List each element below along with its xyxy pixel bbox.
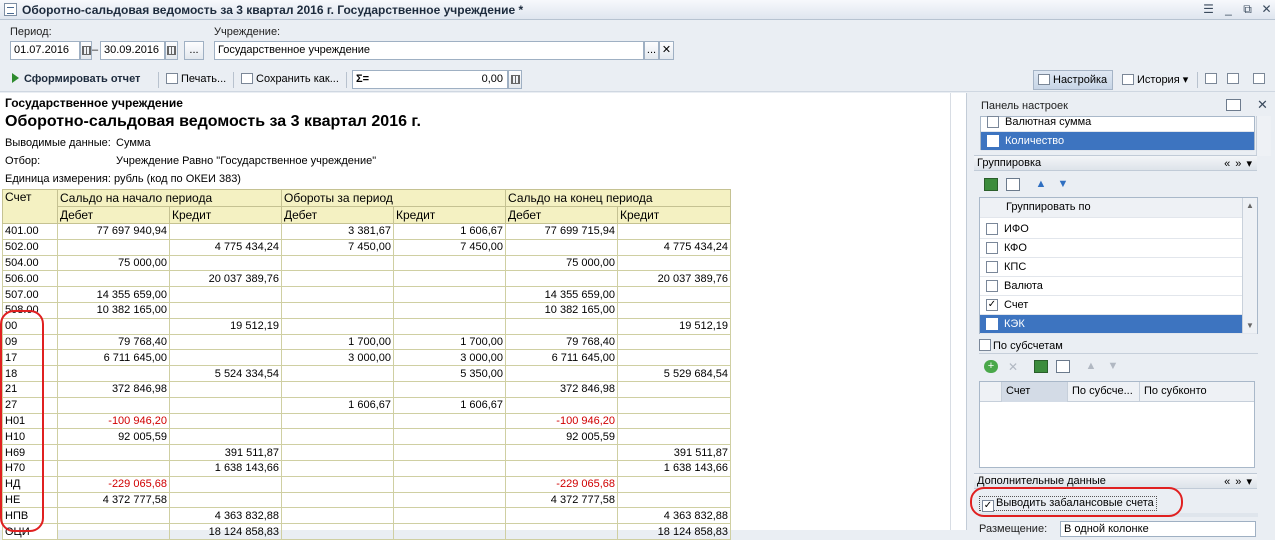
amount-cell[interactable]: 14 355 659,00 — [58, 287, 170, 303]
move-down-icon[interactable]: ▼ — [1057, 178, 1069, 190]
annotation-oval-offbalance — [970, 487, 1183, 517]
amount-cell[interactable] — [170, 476, 282, 492]
uncheck-all-icon[interactable] — [1056, 360, 1070, 373]
restore-button[interactable]: ⧉ — [1243, 2, 1252, 16]
account-cell[interactable]: 401.00 — [3, 224, 58, 240]
amount-cell[interactable] — [394, 287, 506, 303]
table-row[interactable] — [3, 287, 731, 303]
amount-cell[interactable] — [618, 476, 731, 492]
grouping-item-label: Валюта — [1004, 280, 1043, 292]
amount-cell[interactable] — [394, 492, 506, 508]
table-row[interactable] — [3, 334, 731, 350]
account-cell[interactable]: 504.00 — [3, 255, 58, 271]
divider — [979, 353, 1258, 354]
amount-cell[interactable] — [394, 271, 506, 287]
amount-cell[interactable]: 6 711 645,00 — [58, 350, 170, 366]
sum-symbol: Σ= — [356, 73, 370, 85]
amount-cell[interactable]: 92 005,59 — [506, 429, 618, 445]
grouping-item-label: КПС — [1004, 261, 1027, 273]
account-cell[interactable]: НД — [3, 476, 58, 492]
amount-cell[interactable] — [282, 476, 394, 492]
amount-cell[interactable]: 4 372 777,58 — [58, 492, 170, 508]
amount-cell[interactable] — [58, 318, 170, 334]
org-clear-button[interactable]: ✕ — [659, 41, 674, 60]
amount-cell[interactable] — [394, 460, 506, 476]
amount-cell[interactable] — [282, 318, 394, 334]
table-row[interactable] — [3, 397, 731, 413]
sub-col-by-subaccount[interactable]: По субсче... — [1068, 382, 1140, 402]
checkbox[interactable] — [987, 116, 999, 128]
amount-cell[interactable]: 6 711 645,00 — [506, 350, 618, 366]
amount-cell[interactable]: 1 606,67 — [394, 397, 506, 413]
header-spacer — [980, 382, 1002, 402]
amount-cell[interactable] — [618, 381, 731, 397]
amount-cell[interactable]: 3 381,67 — [282, 224, 394, 240]
settings-label: Настройка — [1053, 74, 1108, 86]
grouping-item-currency[interactable] — [980, 277, 1257, 296]
save-settings-button[interactable] — [1223, 70, 1246, 90]
calculator-button[interactable] — [508, 70, 522, 89]
amount-cell[interactable] — [618, 302, 731, 318]
history-button[interactable] — [1118, 70, 1192, 90]
additional-nav-arrows[interactable]: « » ▾ — [1224, 476, 1253, 488]
amount-cell[interactable] — [282, 460, 394, 476]
amount-cell[interactable]: -100 946,20 — [58, 413, 170, 429]
amount-cell[interactable]: 1 606,67 — [282, 397, 394, 413]
amount-cell[interactable] — [170, 350, 282, 366]
field-item-currency[interactable] — [981, 113, 1254, 132]
table-row[interactable] — [3, 429, 731, 445]
amount-cell[interactable] — [58, 271, 170, 287]
amount-cell[interactable] — [506, 239, 618, 255]
offbalance-label: Выводить забалансовые счета — [996, 497, 1154, 509]
save-as-button[interactable] — [237, 70, 343, 90]
floppy-icon — [1227, 73, 1239, 84]
account-cell[interactable]: 507.00 — [3, 287, 58, 303]
checkbox[interactable] — [986, 280, 998, 292]
grouping-item-kps[interactable] — [980, 258, 1257, 277]
period-to-field[interactable]: 30.09.2016 — [100, 41, 165, 60]
amount-cell[interactable]: 3 000,00 — [282, 350, 394, 366]
amount-cell[interactable] — [58, 445, 170, 461]
account-cell[interactable]: 21 — [3, 381, 58, 397]
amount-cell[interactable] — [394, 429, 506, 445]
output-data-line — [5, 137, 151, 149]
amount-cell[interactable] — [282, 366, 394, 382]
report-title: Оборотно-сальдовая ведомость за 3 квартал 2016 г. — [5, 113, 421, 130]
amount-cell[interactable] — [170, 224, 282, 240]
amount-cell[interactable]: 14 355 659,00 — [506, 287, 618, 303]
minimize-button[interactable]: _ — [1225, 2, 1232, 16]
org-label: Учреждение: — [214, 26, 281, 38]
grouping-nav-arrows[interactable]: « » ▾ — [1224, 158, 1253, 170]
grouping-list[interactable] — [979, 197, 1258, 334]
field-item-label: Валютная сумма — [1005, 116, 1092, 128]
generate-report-label: Сформировать отчет — [24, 73, 141, 85]
grouping-item-label: Счет — [1004, 299, 1029, 311]
window-title: Оборотно-сальдовая ведомость за 3 квартал 2016 г. Государственное учреждение * — [22, 3, 524, 17]
amount-cell[interactable] — [394, 476, 506, 492]
account-cell[interactable]: 17 — [3, 350, 58, 366]
amount-cell[interactable]: 10 382 165,00 — [506, 302, 618, 318]
amount-cell[interactable] — [506, 397, 618, 413]
amount-cell[interactable] — [170, 302, 282, 318]
grouping-section-header — [974, 155, 1257, 171]
amount-cell[interactable] — [58, 460, 170, 476]
amount-cell[interactable]: 79 768,40 — [506, 334, 618, 350]
amount-cell[interactable] — [282, 429, 394, 445]
by-subaccounts-label: По субсчетам — [993, 340, 1063, 352]
checkbox[interactable] — [986, 223, 998, 235]
toolbar — [0, 68, 1275, 92]
panel-title: Панель настроек — [981, 100, 1068, 112]
save-as-label: Сохранить как... — [256, 73, 339, 85]
amount-cell[interactable] — [58, 524, 170, 540]
export-button[interactable] — [1201, 70, 1224, 90]
print-button[interactable] — [162, 70, 230, 90]
generate-report-button[interactable] — [8, 70, 144, 90]
amount-cell[interactable]: 1 638 143,66 — [170, 460, 282, 476]
amount-cell[interactable] — [618, 492, 731, 508]
amount-cell[interactable] — [58, 508, 170, 524]
grouping-title: Группировка — [977, 157, 1042, 169]
sum-value: 0,00 — [481, 73, 503, 85]
account-cell[interactable]: НПВ — [3, 508, 58, 524]
period-select-button[interactable]: ... — [184, 41, 204, 60]
table-row[interactable] — [3, 271, 731, 287]
amount-cell[interactable] — [394, 508, 506, 524]
grouping-item-account[interactable] — [980, 296, 1257, 315]
amount-cell[interactable] — [618, 224, 731, 240]
col-closing-credit: Кредит — [618, 207, 731, 224]
amount-cell[interactable] — [58, 397, 170, 413]
amount-cell[interactable]: 1 638 143,66 — [618, 460, 731, 476]
amount-cell[interactable] — [394, 413, 506, 429]
amount-cell[interactable] — [506, 318, 618, 334]
amount-cell[interactable] — [282, 302, 394, 318]
settings-panel-icon — [1038, 74, 1050, 85]
report-sheet[interactable] — [0, 93, 967, 538]
amount-cell[interactable]: -229 065,68 — [506, 476, 618, 492]
account-cell[interactable]: 506.00 — [3, 271, 58, 287]
add-icon[interactable]: + — [984, 360, 998, 373]
settings-panel — [974, 93, 1275, 535]
amount-cell[interactable]: 10 382 165,00 — [58, 302, 170, 318]
col-closing-balance: Сальдо на конец периода — [506, 190, 731, 207]
amount-cell[interactable] — [282, 492, 394, 508]
table-row[interactable] — [3, 413, 731, 429]
period-label: Период: — [10, 26, 52, 38]
filter-line — [5, 155, 377, 167]
output-label: Выводимые данные: — [5, 137, 111, 149]
amount-cell[interactable] — [506, 508, 618, 524]
amount-cell[interactable] — [170, 429, 282, 445]
fields-scrollbar[interactable] — [1256, 116, 1271, 156]
grouping-scrollbar[interactable]: ▲ ▼ — [1242, 198, 1257, 333]
account-cell[interactable]: 09 — [3, 334, 58, 350]
amount-cell[interactable] — [282, 271, 394, 287]
grouping-item-kfo[interactable] — [980, 239, 1257, 258]
turnover-balance-table — [2, 189, 731, 540]
panel-settings-icon[interactable] — [1226, 99, 1241, 111]
amount-cell[interactable]: 4 775 434,24 — [170, 239, 282, 255]
by-subaccounts-row[interactable] — [979, 337, 1063, 352]
history-label: История ▾ — [1137, 74, 1189, 86]
table-row[interactable] — [3, 445, 731, 461]
amount-cell[interactable] — [282, 524, 394, 540]
amount-cell[interactable] — [58, 366, 170, 382]
amount-cell[interactable]: 20 037 389,76 — [170, 271, 282, 287]
amount-cell[interactable]: -100 946,20 — [506, 413, 618, 429]
report-organization: Государственное учреждение — [5, 96, 183, 110]
amount-cell[interactable] — [394, 302, 506, 318]
more-icon — [1253, 73, 1265, 84]
amount-cell[interactable] — [170, 255, 282, 271]
export-icon — [1205, 73, 1217, 84]
amount-cell[interactable] — [170, 287, 282, 303]
amount-cell[interactable] — [506, 366, 618, 382]
subaccounts-table[interactable] — [979, 381, 1255, 468]
delete-icon[interactable]: ✕ — [1007, 360, 1019, 374]
amount-cell[interactable]: 20 037 389,76 — [618, 271, 731, 287]
amount-cell[interactable] — [282, 287, 394, 303]
amount-cell[interactable] — [506, 524, 618, 540]
move-down-icon[interactable]: ▼ — [1107, 360, 1119, 372]
period-from-field[interactable]: 01.07.2016 — [10, 41, 80, 60]
amount-cell[interactable]: 75 000,00 — [58, 255, 170, 271]
uncheck-all-icon[interactable] — [1006, 178, 1020, 191]
settings-toggle-button[interactable] — [1033, 70, 1113, 90]
table-row[interactable] — [3, 224, 731, 240]
calendar-to-button[interactable] — [165, 41, 178, 60]
amount-cell[interactable] — [618, 287, 731, 303]
fields-list[interactable] — [980, 116, 1255, 150]
amount-cell[interactable] — [394, 255, 506, 271]
amount-cell[interactable]: 77 697 940,94 — [58, 224, 170, 240]
printer-icon — [166, 73, 178, 84]
col-turnover: Обороты за период — [282, 190, 506, 207]
amount-cell[interactable] — [170, 334, 282, 350]
checkbox[interactable] — [979, 339, 991, 351]
col-turnover-credit: Кредит — [394, 207, 506, 224]
amount-cell[interactable] — [394, 524, 506, 540]
account-cell[interactable]: ОЦИ — [3, 524, 58, 540]
col-opening-credit: Кредит — [170, 207, 282, 224]
check-all-icon[interactable] — [984, 178, 998, 191]
amount-cell[interactable] — [282, 413, 394, 429]
field-item-quantity[interactable] — [981, 132, 1254, 151]
grouping-item-label: КЭК — [1004, 318, 1025, 330]
checkbox[interactable] — [987, 135, 999, 147]
amount-cell[interactable]: 19 512,19 — [618, 318, 731, 334]
amount-cell[interactable] — [394, 318, 506, 334]
save-icon — [241, 73, 253, 84]
amount-cell[interactable]: 3 000,00 — [394, 350, 506, 366]
table-row[interactable] — [3, 239, 731, 255]
grouping-item-label: КФО — [1004, 242, 1027, 254]
table-row[interactable] — [3, 492, 731, 508]
amount-cell[interactable]: 18 124 858,83 — [618, 524, 731, 540]
table-row[interactable] — [3, 460, 731, 476]
account-cell[interactable]: Н70 — [3, 460, 58, 476]
move-up-icon[interactable]: ▲ — [1035, 178, 1047, 190]
grouping-column-header: Группировать по — [980, 198, 1257, 218]
amount-cell[interactable] — [282, 381, 394, 397]
checkbox[interactable] — [986, 261, 998, 273]
history-icon — [1122, 74, 1134, 85]
title-bar — [0, 0, 1275, 20]
checkbox-checked[interactable]: ✓ — [987, 299, 997, 310]
calculator-icon — [511, 75, 520, 84]
table-row[interactable] — [3, 302, 731, 318]
table-row[interactable] — [3, 524, 731, 540]
sum-field[interactable] — [352, 70, 508, 89]
amount-cell[interactable]: 1 700,00 — [394, 334, 506, 350]
amount-cell[interactable] — [282, 445, 394, 461]
amount-cell[interactable]: 92 005,59 — [58, 429, 170, 445]
checkbox[interactable] — [986, 242, 998, 254]
grouping-item-ifo[interactable] — [980, 220, 1257, 239]
account-cell[interactable]: Н01 — [3, 413, 58, 429]
calendar-from-button[interactable] — [80, 41, 92, 60]
amount-cell[interactable] — [170, 397, 282, 413]
period-dash: – — [92, 44, 99, 56]
page-divider — [950, 93, 951, 530]
amount-cell[interactable]: 19 512,19 — [170, 318, 282, 334]
amount-cell[interactable]: 75 000,00 — [506, 255, 618, 271]
col-opening-balance: Сальдо на начало периода — [58, 190, 282, 207]
amount-cell[interactable]: 77 699 715,94 — [506, 224, 618, 240]
filter-value: Учреждение Равно "Государственное учреждение" — [116, 155, 377, 167]
toolbar-separator — [1197, 72, 1198, 88]
amount-cell[interactable]: 79 768,40 — [58, 334, 170, 350]
sub-col-by-subconto[interactable]: По субконто — [1144, 385, 1207, 397]
amount-cell[interactable]: 372 846,98 — [506, 381, 618, 397]
subaccounts-header — [980, 382, 1254, 402]
sub-col-account[interactable]: Счет — [1002, 382, 1068, 402]
account-cell[interactable]: 508.00 — [3, 302, 58, 318]
col-opening-debit: Дебет — [58, 207, 170, 224]
amount-cell[interactable]: 372 846,98 — [58, 381, 170, 397]
amount-cell[interactable] — [170, 381, 282, 397]
move-up-icon[interactable]: ▲ — [1085, 360, 1097, 372]
table-row[interactable] — [3, 318, 731, 334]
account-cell[interactable]: НЕ — [3, 492, 58, 508]
col-closing-debit: Дебет — [506, 207, 618, 224]
amount-cell[interactable]: 5 524 334,54 — [170, 366, 282, 382]
account-cell[interactable]: 00 — [3, 318, 58, 334]
amount-cell[interactable] — [506, 445, 618, 461]
more-actions-button[interactable] — [1249, 70, 1272, 90]
org-select-button[interactable]: ... — [644, 41, 659, 60]
amount-cell[interactable] — [618, 350, 731, 366]
amount-cell[interactable]: 4 363 832,88 — [618, 508, 731, 524]
amount-cell[interactable] — [618, 429, 731, 445]
grouping-item-kek[interactable] — [980, 315, 1257, 334]
table-row[interactable] — [3, 476, 731, 492]
table-row[interactable] — [3, 350, 731, 366]
toolbar-separator — [158, 72, 159, 88]
calendar-icon — [167, 46, 176, 55]
account-cell[interactable]: 502.00 — [3, 239, 58, 255]
amount-cell[interactable] — [170, 492, 282, 508]
amount-cell[interactable] — [618, 334, 731, 350]
amount-cell[interactable]: 391 511,87 — [170, 445, 282, 461]
amount-cell[interactable]: 7 450,00 — [394, 239, 506, 255]
grouping-item-label: ИФО — [1004, 223, 1029, 235]
amount-cell[interactable] — [282, 255, 394, 271]
unit-line: Единица измерения: рубль (код по ОКЕИ 383) — [5, 173, 241, 185]
amount-cell[interactable] — [394, 445, 506, 461]
amount-cell[interactable] — [282, 508, 394, 524]
amount-cell[interactable]: 4 775 434,24 — [618, 239, 731, 255]
amount-cell[interactable] — [618, 255, 731, 271]
annotation-oval-accounts — [0, 310, 44, 532]
amount-cell[interactable] — [506, 271, 618, 287]
account-cell[interactable]: Н10 — [3, 429, 58, 445]
amount-cell[interactable]: 1 606,67 — [394, 224, 506, 240]
amount-cell[interactable] — [170, 413, 282, 429]
calendar-icon — [82, 46, 91, 55]
amount-cell[interactable]: 18 124 858,83 — [170, 524, 282, 540]
amount-cell[interactable] — [618, 397, 731, 413]
document-icon — [4, 3, 17, 16]
table-row[interactable] — [3, 508, 731, 524]
window-menu-button[interactable]: ☰ — [1203, 2, 1214, 16]
table-row[interactable] — [3, 366, 731, 382]
filter-label: Отбор: — [5, 155, 41, 167]
amount-cell[interactable] — [58, 239, 170, 255]
play-icon — [12, 73, 19, 83]
placement-label: Размещение: — [979, 523, 1048, 535]
additional-title: Дополнительные данные — [977, 475, 1106, 487]
org-field[interactable]: Государственное учреждение — [214, 41, 644, 60]
amount-cell[interactable] — [618, 413, 731, 429]
amount-cell[interactable]: -229 065,68 — [58, 476, 170, 492]
account-cell[interactable]: Н69 — [3, 445, 58, 461]
panel-close-icon[interactable]: ✕ — [1257, 97, 1268, 112]
output-value: Сумма — [116, 137, 151, 149]
amount-cell[interactable] — [506, 460, 618, 476]
amount-cell[interactable]: 7 450,00 — [282, 239, 394, 255]
amount-cell[interactable]: 4 363 832,88 — [170, 508, 282, 524]
field-item-label: Количество — [1005, 135, 1065, 147]
account-cell[interactable]: 18 — [3, 366, 58, 382]
col-turnover-debit: Дебет — [282, 207, 394, 224]
close-button[interactable]: ✕ — [1261, 2, 1272, 16]
checkbox-checked[interactable]: ✓ — [983, 500, 993, 511]
print-label: Печать... — [181, 73, 227, 85]
amount-cell[interactable]: 391 511,87 — [618, 445, 731, 461]
toolbar-separator — [346, 72, 347, 88]
amount-cell[interactable]: 1 700,00 — [282, 334, 394, 350]
table-row[interactable] — [3, 255, 731, 271]
account-cell[interactable]: 27 — [3, 397, 58, 413]
table-row[interactable] — [3, 381, 731, 397]
amount-cell[interactable]: 5 529 684,54 — [618, 366, 731, 382]
placement-field[interactable]: В одной колонке — [1060, 521, 1256, 537]
amount-cell[interactable]: 5 350,00 — [394, 366, 506, 382]
amount-cell[interactable]: 4 372 777,58 — [506, 492, 618, 508]
toolbar-separator — [233, 72, 234, 88]
check-all-icon[interactable] — [1034, 360, 1048, 373]
col-account: Счет — [3, 190, 58, 224]
amount-cell[interactable] — [394, 381, 506, 397]
checkbox[interactable] — [986, 318, 998, 330]
